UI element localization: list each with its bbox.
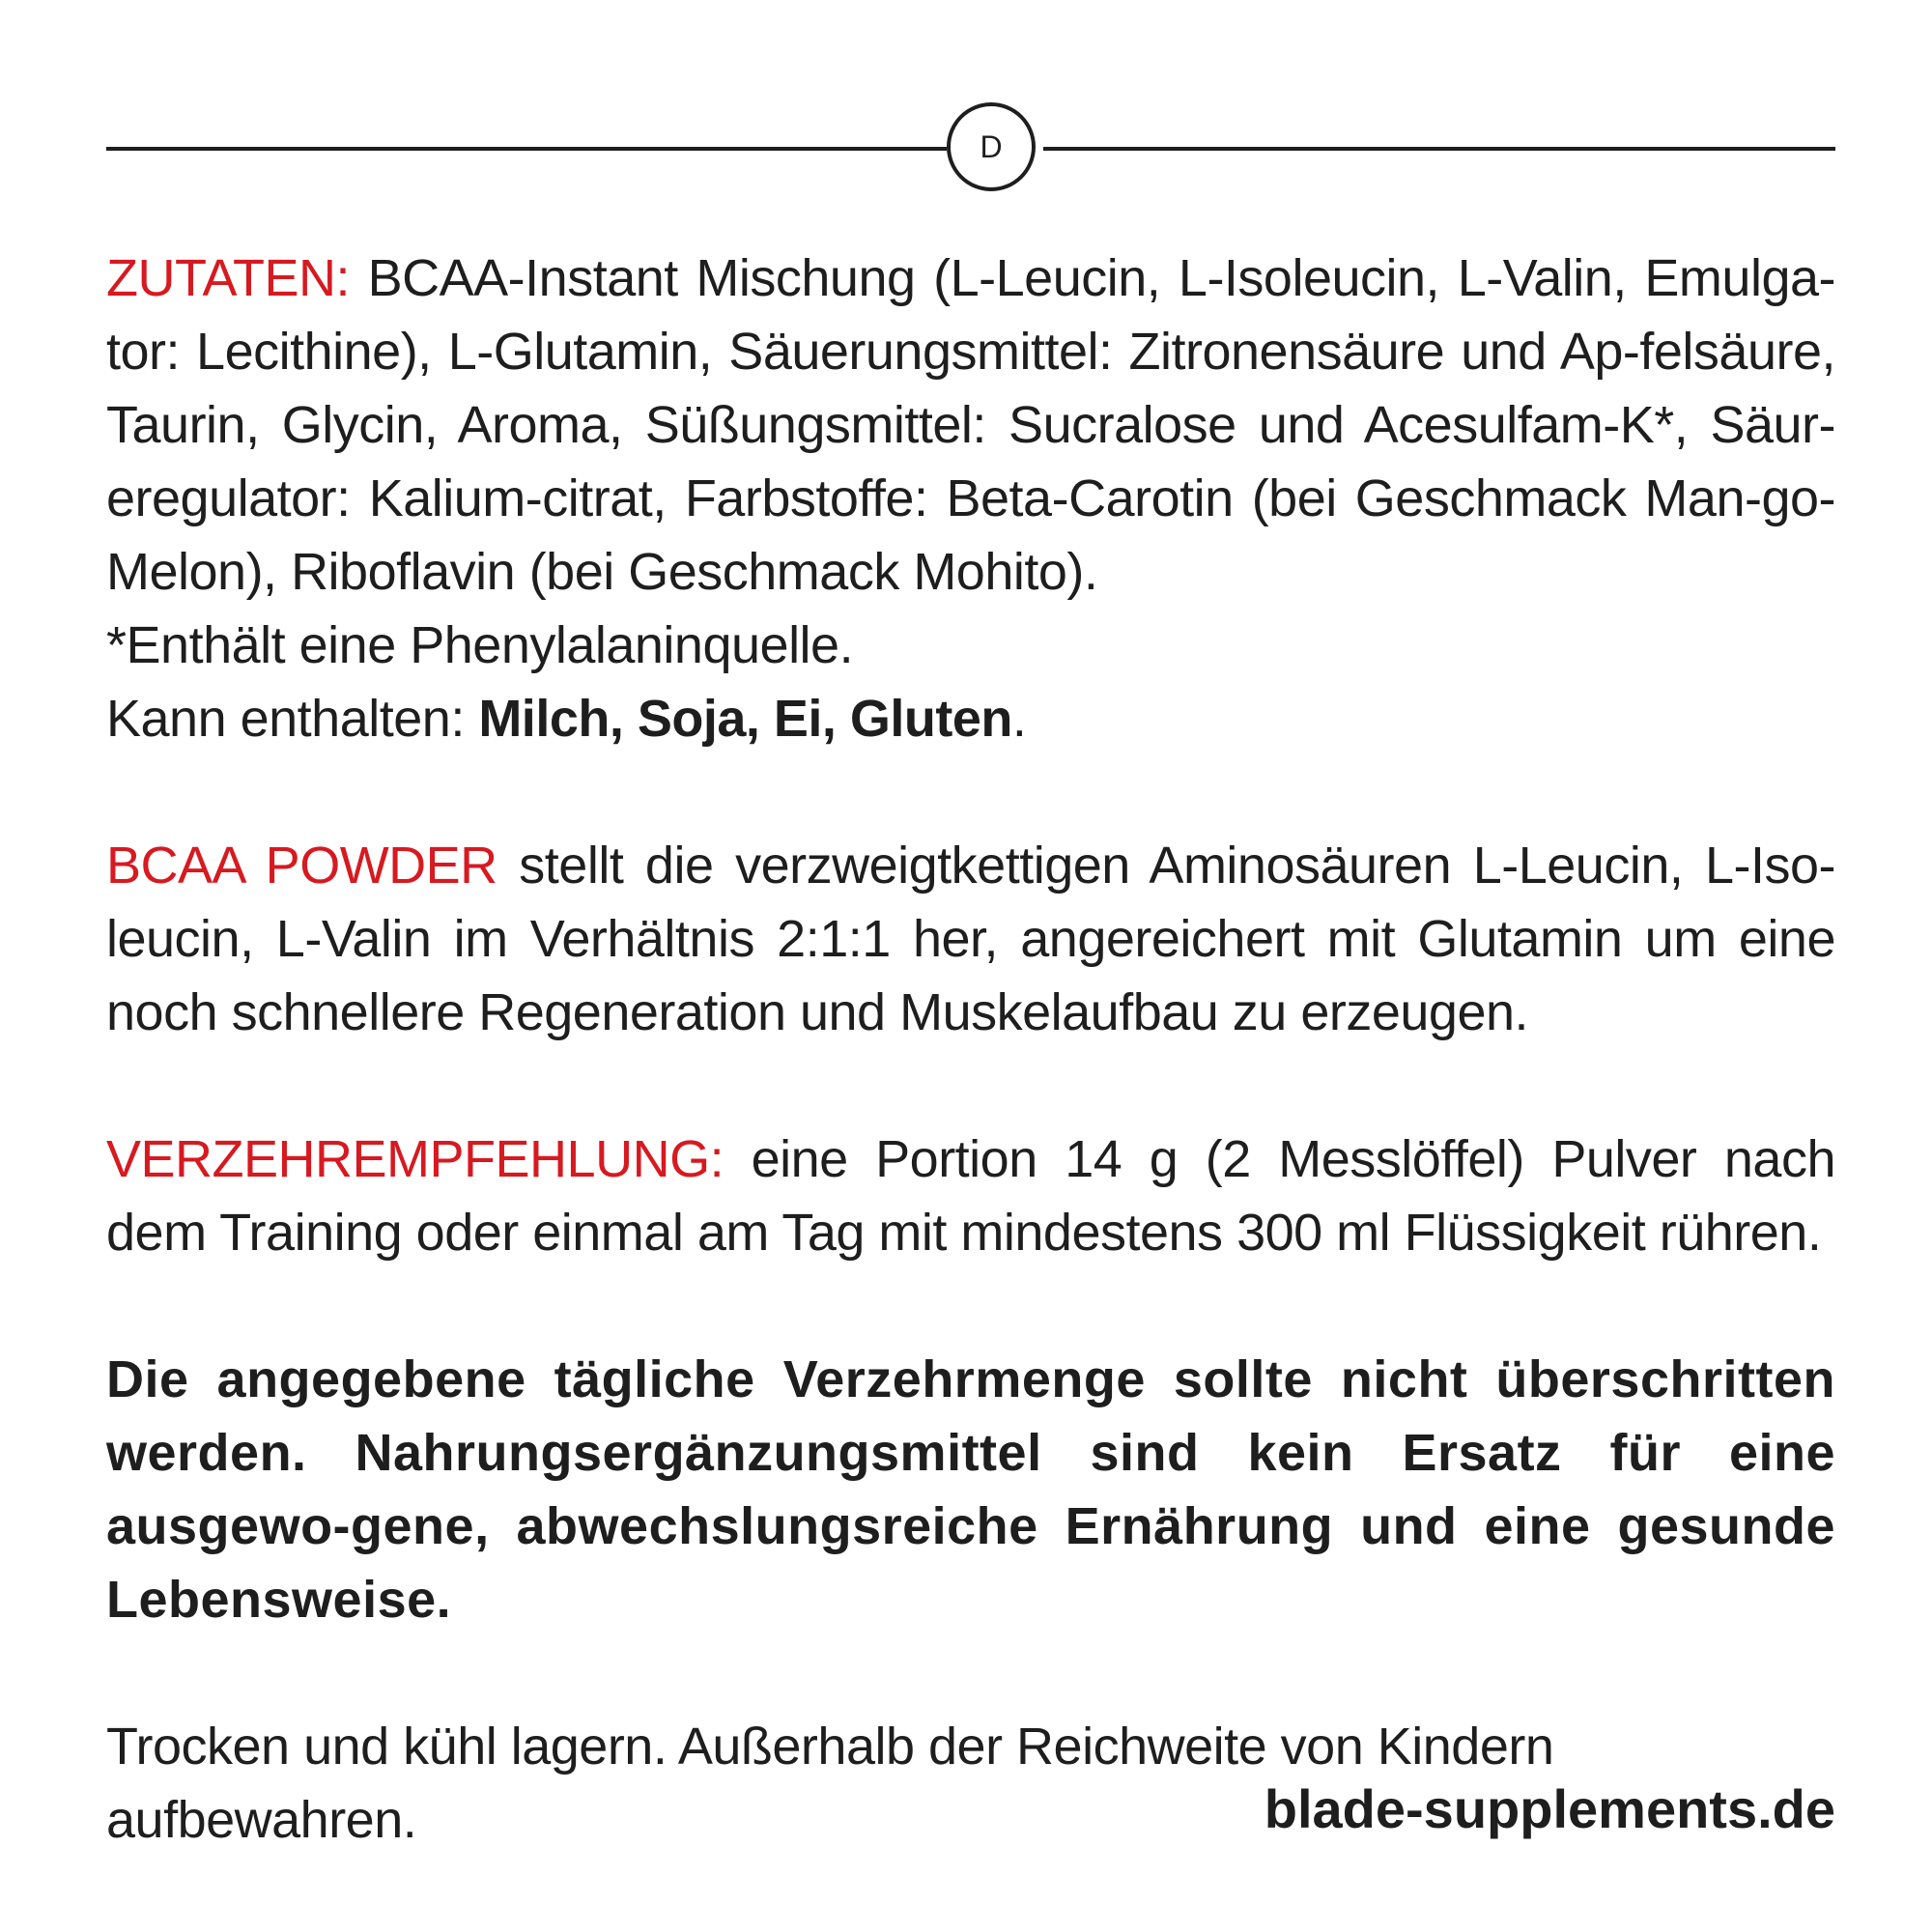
allergens-list: Milch, Soja, Ei, Gluten: [478, 690, 1012, 748]
allergens-suffix: .: [1011, 690, 1027, 748]
product-text: stellt die verzweigtkettigen Aminosäuren L-Leucin, L-Iso-leucin, L-Valin im Verhältnis 2:1:1 her, angereichert mit Glutamin um eine noch schnellere Regeneration und Muskelaufbau zu erzeugen.: [106, 837, 1835, 1041]
product-paragraph: [106, 829, 1835, 1049]
header-rule-right: [1043, 147, 1835, 151]
recommendation-text: eine Portion 14 g (2 Messlöffel) Pulver nach dem Training oder einmal am Tag mit mindestens 300 ml Flüssigkeit rühren.: [106, 1130, 1835, 1262]
recommendation-paragraph: [106, 1122, 1835, 1269]
product-label: BCAA POWDER: [106, 837, 497, 895]
language-badge: D: [947, 102, 1036, 191]
label-content: [106, 242, 1835, 1857]
recommendation-label: VERZEHREMPFEHLUNG:: [106, 1130, 724, 1188]
spacer: [106, 1049, 1835, 1122]
ingredients-label: ZUTATEN:: [106, 249, 350, 307]
storage-instructions: Trocken und kühl lagern. Außerhalb der Reichweite von Kindern aufbewahren.: [106, 1718, 1554, 1849]
spacer: [106, 1636, 1835, 1710]
website-url: blade-supplements.de: [1264, 1778, 1835, 1839]
allergens-line: [106, 682, 1835, 755]
ingredients-text: BCAA-Instant Mischung (L-Leucin, L-Isoleucin, L-Valin, Emulga-tor: Lecithine), L-Glutamin, Säuerungsmittel: Zitronensäure und Ap-felsäure, Taurin, Glycin, Aroma, Süßungsmittel: Sucralose und Acesulfam-K*, Säur-eregulator: Kalium-citrat, Farbstoffe: Beta-Carotin (bei Geschmack Man-go-Melon), Riboflavin (bei Geschmack Mohito).: [106, 249, 1835, 601]
ingredients-paragraph: [106, 242, 1835, 609]
header-rule-left: [106, 147, 947, 151]
spacer: [106, 755, 1835, 829]
spacer: [106, 1269, 1835, 1343]
ingredients-footnote: *Enthält eine Phenylalaninquelle.: [106, 616, 854, 674]
allergens-prefix: Kann enthalten:: [106, 690, 479, 748]
warning-paragraph: Die angegebene tägliche Verzehrmenge sollte nicht überschritten werden. Nahrungsergänzungsmittel sind kein Ersatz für eine ausgewo-gene, abwechslungsreiche Ernährung und eine gesunde Lebensweise.: [106, 1350, 1835, 1629]
